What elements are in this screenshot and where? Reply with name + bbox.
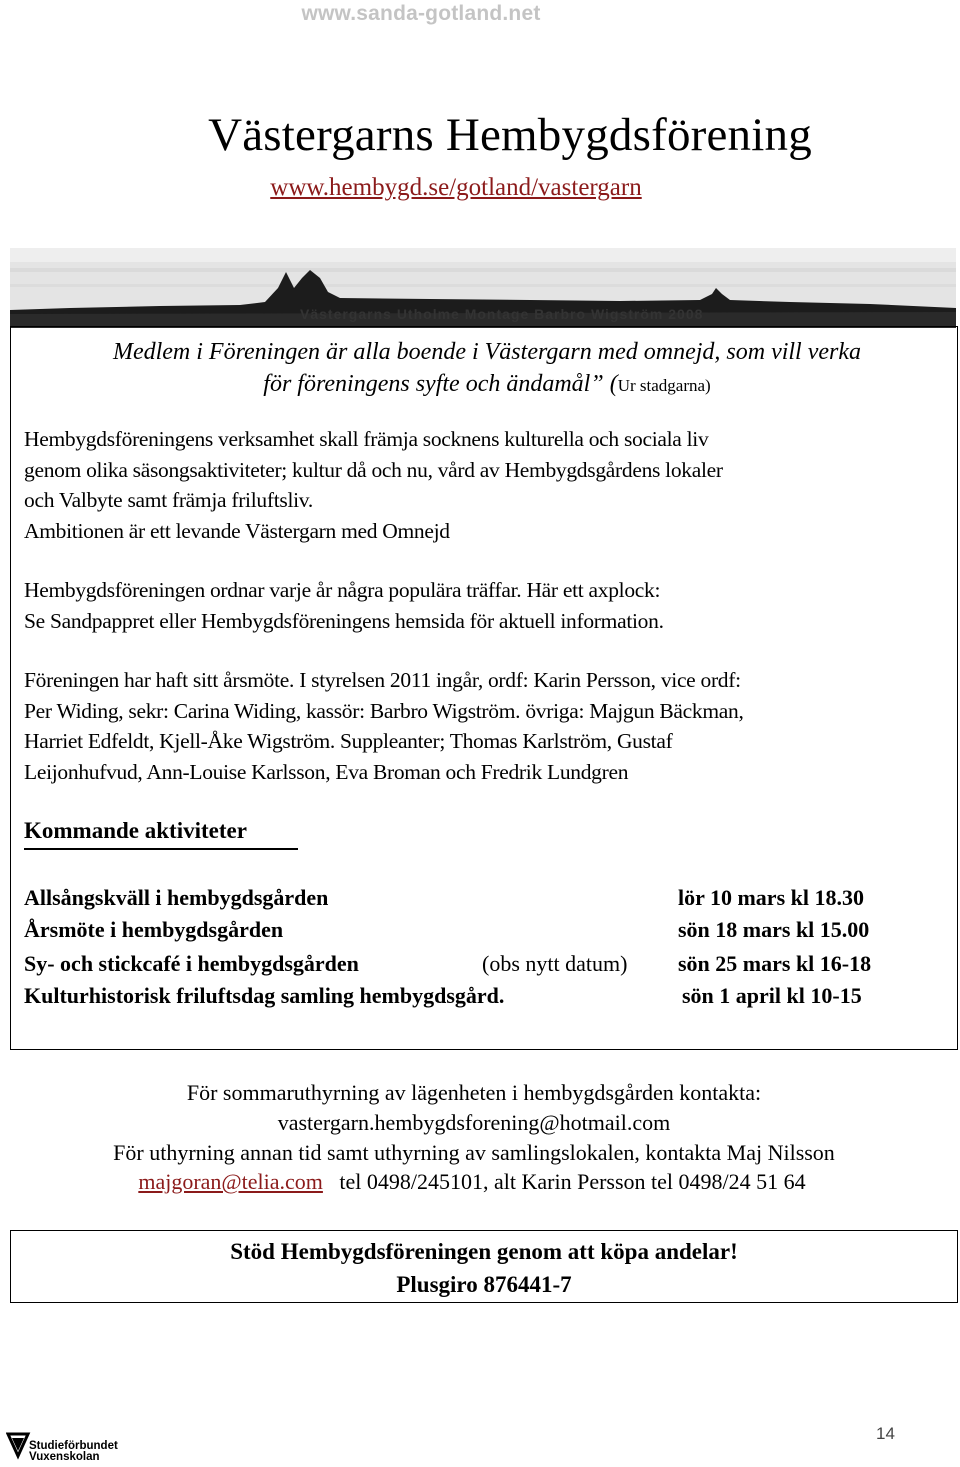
quote-source: Ur stadgarna) xyxy=(617,376,711,395)
site-url[interactable]: www.sanda-gotland.net xyxy=(301,2,541,25)
association-website-link[interactable]: www.hembygd.se/gotland/vastergarn xyxy=(270,174,642,201)
activity-date: sön 1 april kl 10-15 xyxy=(682,983,862,1008)
activity-date: sön 25 mars kl 16-18 xyxy=(678,951,872,976)
intro-line: och Valbyte samt främja friluftsliv. xyxy=(24,488,313,512)
board-line: Föreningen har haft sitt årsmöte. I styrelsen 2011 ingår, ordf: Karin Persson, vice ordf: xyxy=(24,668,741,692)
activity-name: Årsmöte i hembygdsgården xyxy=(24,917,284,942)
board-line: Harriet Edfeldt, Kjell-Åke Wigström. Suppleanter; Thomas Karlström, Gustaf xyxy=(24,729,673,753)
page-number: 14 xyxy=(876,1424,895,1443)
meetings-line: Hembygdsföreningen ordnar varje år några populära träffar. Här ett axplock: xyxy=(24,578,661,602)
rental-email[interactable]: vastergarn.hembygdsforening@hotmail.com xyxy=(277,1110,671,1135)
banner-caption: Västergarns Utholme Montage Barbro Wigström 2008 xyxy=(300,306,704,322)
meetings-paragraph xyxy=(24,575,944,636)
support-line: Stöd Hembygdsföreningen genom att köpa andelar! xyxy=(230,1239,738,1264)
contact-email-link[interactable]: majgoran@telia.com xyxy=(138,1169,323,1194)
intro-line: Hembygdsföreningens verksamhet skall främja socknens kulturella och sociala liv xyxy=(24,427,709,451)
intro-paragraph xyxy=(24,424,944,546)
support-box xyxy=(10,1230,958,1303)
board-paragraph xyxy=(24,665,944,787)
board-line: Leijonhufvud, Ann-Louise Karlsson, Eva Broman och Fredrik Lundgren xyxy=(24,759,629,784)
hall-contact-line: För uthyrning annan tid samt uthyrning av samlingslokalen, kontakta Maj Nilsson xyxy=(113,1140,835,1165)
activity-name: Kulturhistorisk friluftsdag samling hembygdsgård. xyxy=(24,983,505,1008)
logo-line-1: Studieförbundet xyxy=(29,1440,118,1452)
activity-date: lör 10 mars kl 18.30 xyxy=(678,885,864,910)
contact-phones: tel 0498/245101, alt Karin Persson tel 0498/24 51 64 xyxy=(339,1169,806,1194)
quote-line-1: Medlem i Föreningen är alla boende i Västergarn med omnejd, som vill verka xyxy=(112,339,862,365)
plusgiro-number: Plusgiro 876441-7 xyxy=(396,1272,572,1297)
intro-line: genom olika säsongsaktiviteter; kultur då och nu, vård av Hembygdsgårdens lokaler xyxy=(24,457,723,482)
quote-line-2: för föreningens syfte och ändamål” (Ur stadgarna) xyxy=(263,371,711,397)
activities-heading: Kommande aktiviteter xyxy=(24,818,247,843)
logo-line-2: Vuxenskolan xyxy=(29,1451,100,1463)
heading-underline xyxy=(24,848,298,850)
page-title: Västergarns Hembygdsförening xyxy=(208,109,812,161)
meetings-line: Se Sandpappret eller Hembygdsföreningens hemsida för aktuell information. xyxy=(24,608,664,633)
activity-date: sön 18 mars kl 15.00 xyxy=(678,917,870,942)
logo-text xyxy=(29,1441,118,1463)
activity-name: Allsångskväll i hembygdsgården xyxy=(24,885,329,910)
board-line: Per Widing, sekr: Carina Widing, kassör: Barbro Wigström. övriga: Majgun Bäckman, xyxy=(24,698,744,723)
bylaws-quote xyxy=(22,336,952,402)
hall-contact-phone-line xyxy=(0,1167,952,1197)
activity-note: (obs nytt datum) xyxy=(482,951,628,976)
rental-contact-line: För sommaruthyrning av lägenheten i hembygdsgården kontakta: xyxy=(186,1080,762,1105)
intro-line: Ambitionen är ett levande Västergarn med Omnejd xyxy=(24,518,450,543)
activity-name: Sy- och stickcafé i hembygdsgården xyxy=(24,951,359,976)
